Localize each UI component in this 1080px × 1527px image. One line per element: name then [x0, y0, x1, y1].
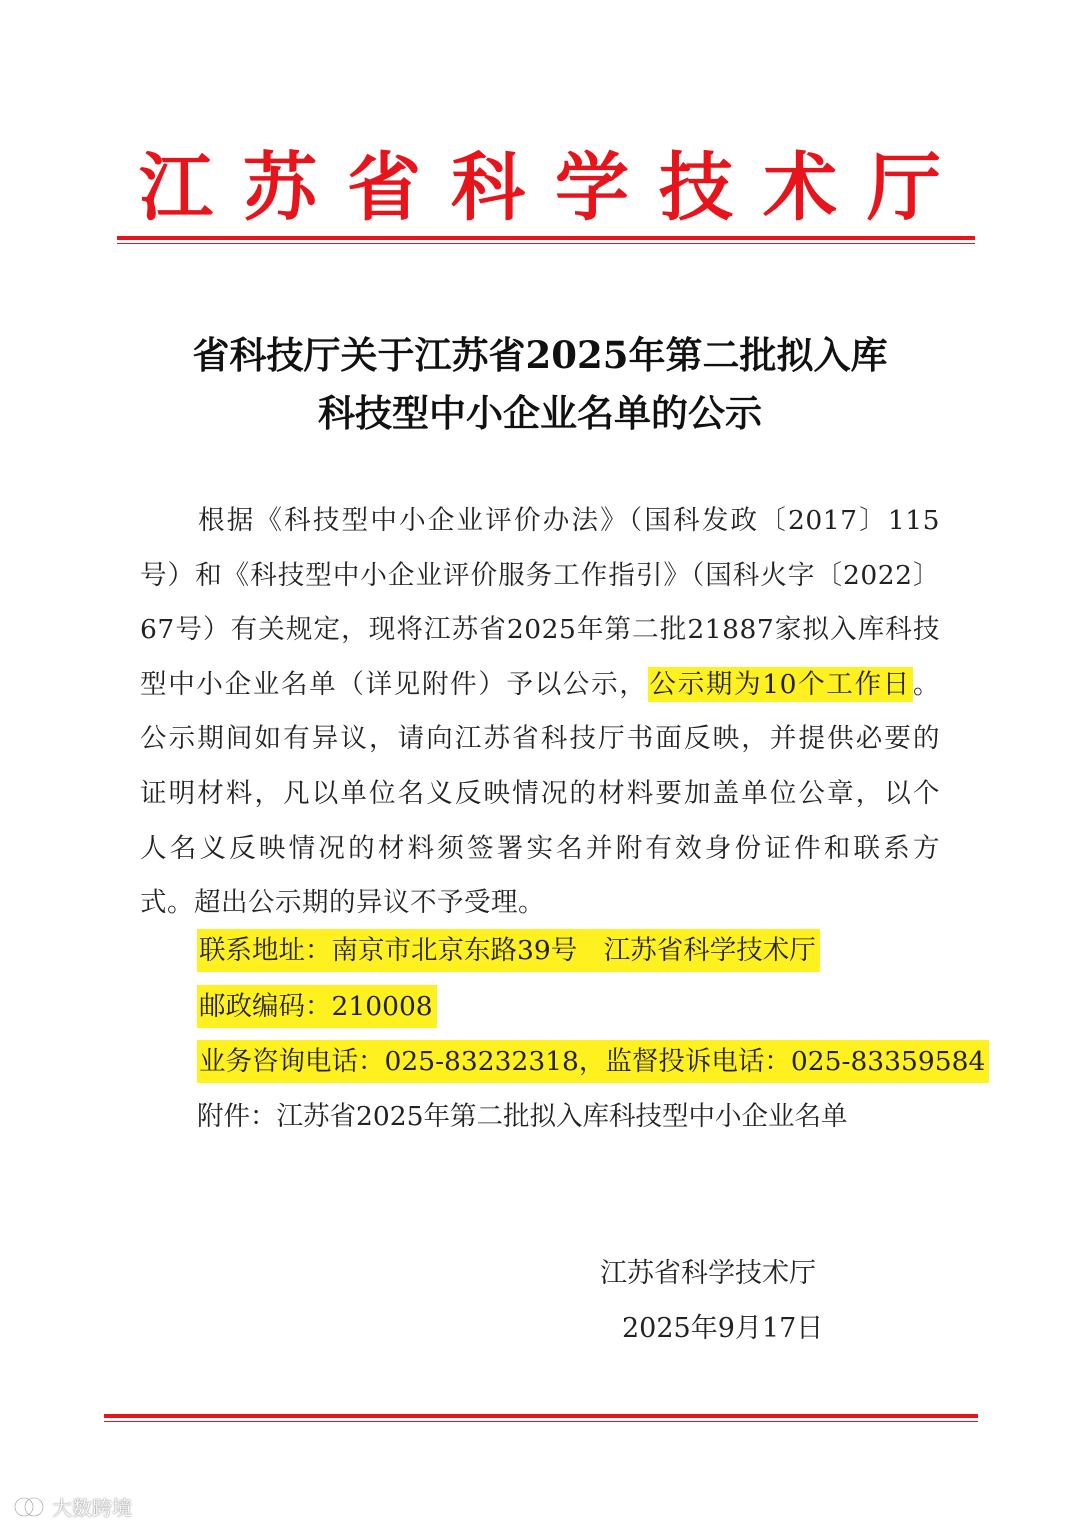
body-line-with-highlight: [140, 658, 940, 713]
contact-postal-code: [197, 984, 437, 1023]
notice-body: [140, 494, 940, 931]
attachment-note: [197, 1094, 847, 1133]
body-line: 人名义反映情况的材料须签署实名并附有效身份证件和联系方: [140, 832, 940, 864]
contact-phones: [197, 1039, 989, 1078]
watermark: [12, 1492, 132, 1521]
watermark-logo-icon: [12, 1495, 46, 1519]
notice-title-line2: 科技型中小企业名单的公示: [318, 391, 762, 435]
contact-address: [197, 928, 820, 967]
signature-date: 2025年9月17日: [622, 1313, 824, 1344]
letterhead-org-name: 江苏省科学技术厅: [139, 145, 971, 231]
contact-phones-text: 业务咨询电话：025-83232318，监督投诉电话：025-83359584: [197, 1040, 989, 1083]
body-text: 。: [913, 668, 940, 700]
contact-postal-code-text: 邮政编码：210008: [197, 985, 437, 1028]
notice-title: [0, 326, 1080, 442]
signature-issuer: 江苏省科学技术厅: [600, 1258, 816, 1289]
notice-title-line1: 省科技厅关于江苏省2025年第二批拟入库: [192, 333, 888, 377]
publicity-period-highlight: 公示期为10个工作日: [649, 668, 911, 700]
body-line: 公示期间如有异议，请向江苏省科技厅书面反映，并提供必要的: [140, 723, 940, 755]
body-line: 根据《科技型中小企业评价办法》（国科发政〔2017〕115: [198, 505, 940, 536]
body-line: 证明材料，凡以单位名义反映情况的材料要加盖单位公章，以个: [140, 777, 940, 809]
watermark-text: 大数跨境: [52, 1496, 132, 1520]
attachment-note-text: 附件：江苏省2025年第二批拟入库科技型中小企业名单: [197, 1101, 848, 1132]
body-line: 67号）有关规定，现将江苏省2025年第二批21887家拟入库科技: [140, 614, 940, 646]
body-line: 式。超出公示期的异议不予受理。: [140, 887, 545, 919]
body-text: 型中小企业名单（详见附件）予以公示，: [140, 668, 648, 700]
body-line: 号）和《科技型中小企业评价服务工作指引》（国科火字〔2022〕: [140, 559, 940, 591]
contact-address-text: 联系地址：南京市北京东路39号 江苏省科学技术厅: [197, 929, 820, 972]
